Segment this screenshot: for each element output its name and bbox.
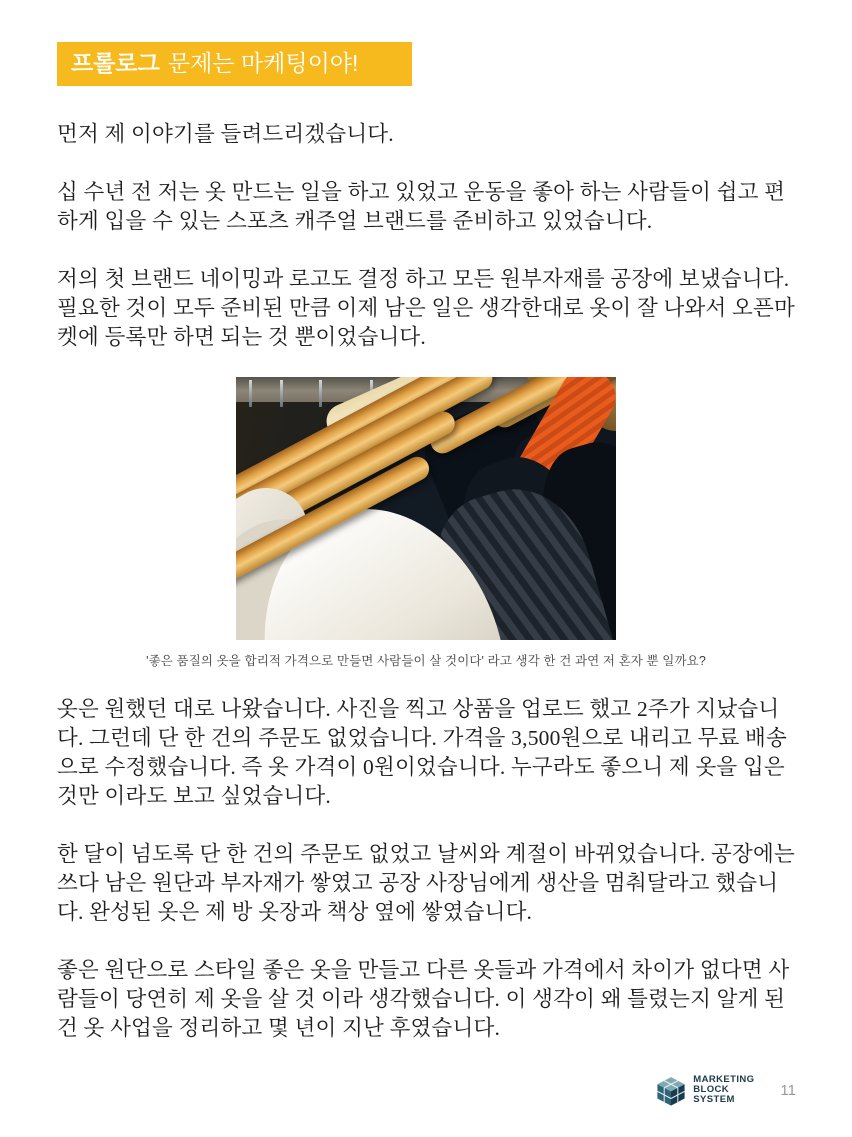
figure [0, 377, 852, 669]
hanger-hook [280, 380, 283, 407]
page-footer [654, 1073, 796, 1107]
paragraph-6: 좋은 원단으로 스타일 좋은 옷을 만들고 다른 옷들과 가격에서 차이가 없다면 사람들이 당연히 제 옷을 살 것 이라 생각했습니다. 이 생각이 왜 틀렸는지 알게 된 건 옷 사업을 정리하고 몇 년이 지난 후였습니다. [57, 958, 790, 1040]
paragraph-1: 먼저 제 이야기를 들려드리겠습니다. [57, 122, 394, 146]
logo-line-1: MARKETING [693, 1074, 755, 1085]
paragraph-5: 한 달이 넘도록 단 한 건의 주문도 없었고 날씨와 계절이 바뀌었습니다. 공장에는 쓰다 남은 원단과 부자재가 쌓였고 공장 사장님에게 생산을 멈춰달라고 했습니다. 완성된 옷은 제 방 옷장과 책상 옆에 쌓였습니다. [57, 842, 795, 924]
paragraph-4: 옷은 원했던 대로 나왔습니다. 사진을 찍고 상품을 업로드 했고 2주가 지났습니다. 그런데 단 한 건의 주문도 없었습니다. 가격을 3,500원으로 내리고 무료 배송으로 수정했습니다. 즉 옷 가격이 0원이었습니다. 누구라도 좋으니 제 옷을 입은 것만 이라도 보고 싶었습니다. [57, 697, 787, 808]
hanger-hook [319, 380, 322, 407]
paragraph-3: 저의 첫 브랜드 네이밍과 로고도 결정 하고 모든 원부자재를 공장에 보냈습니다. 필요한 것이 모두 준비된 만큼 이제 남은 일은 생각한대로 옷이 잘 나와서 오픈마켓에 등록만 하면 되는 것 뿐이었습니다. [57, 267, 795, 349]
marketing-block-system-logo [654, 1073, 754, 1107]
section-banner [57, 42, 412, 86]
hanger-hook [249, 380, 252, 407]
paragraph-2: 십 수년 전 저는 옷 만드는 일을 하고 있었고 운동을 좋아 하는 사람들이 쉽고 편하게 입을 수 있는 스포츠 캐주얼 브랜드를 준비하고 있었습니다. [57, 180, 786, 233]
banner-title-bold: 프롤로그 [71, 50, 160, 76]
page-number: 11 [780, 1081, 796, 1099]
logo-line-2: BLOCK [693, 1084, 730, 1095]
figure-caption: '좋은 품질의 옷을 합리적 가격으로 만들면 사람들이 살 것이다' 라고 생각 한 건 과연 저 혼자 뿐 일까요? [146, 654, 706, 668]
body-text [0, 120, 852, 352]
logo-line-3: SYSTEM [693, 1094, 735, 1105]
logo-wordmark [693, 1075, 754, 1105]
clothes-rack-photo [236, 377, 616, 640]
banner-title-rest: 문제는 마케팅이야! [167, 50, 359, 76]
body-text-lower [0, 695, 852, 1043]
block-cube-icon [654, 1073, 688, 1107]
